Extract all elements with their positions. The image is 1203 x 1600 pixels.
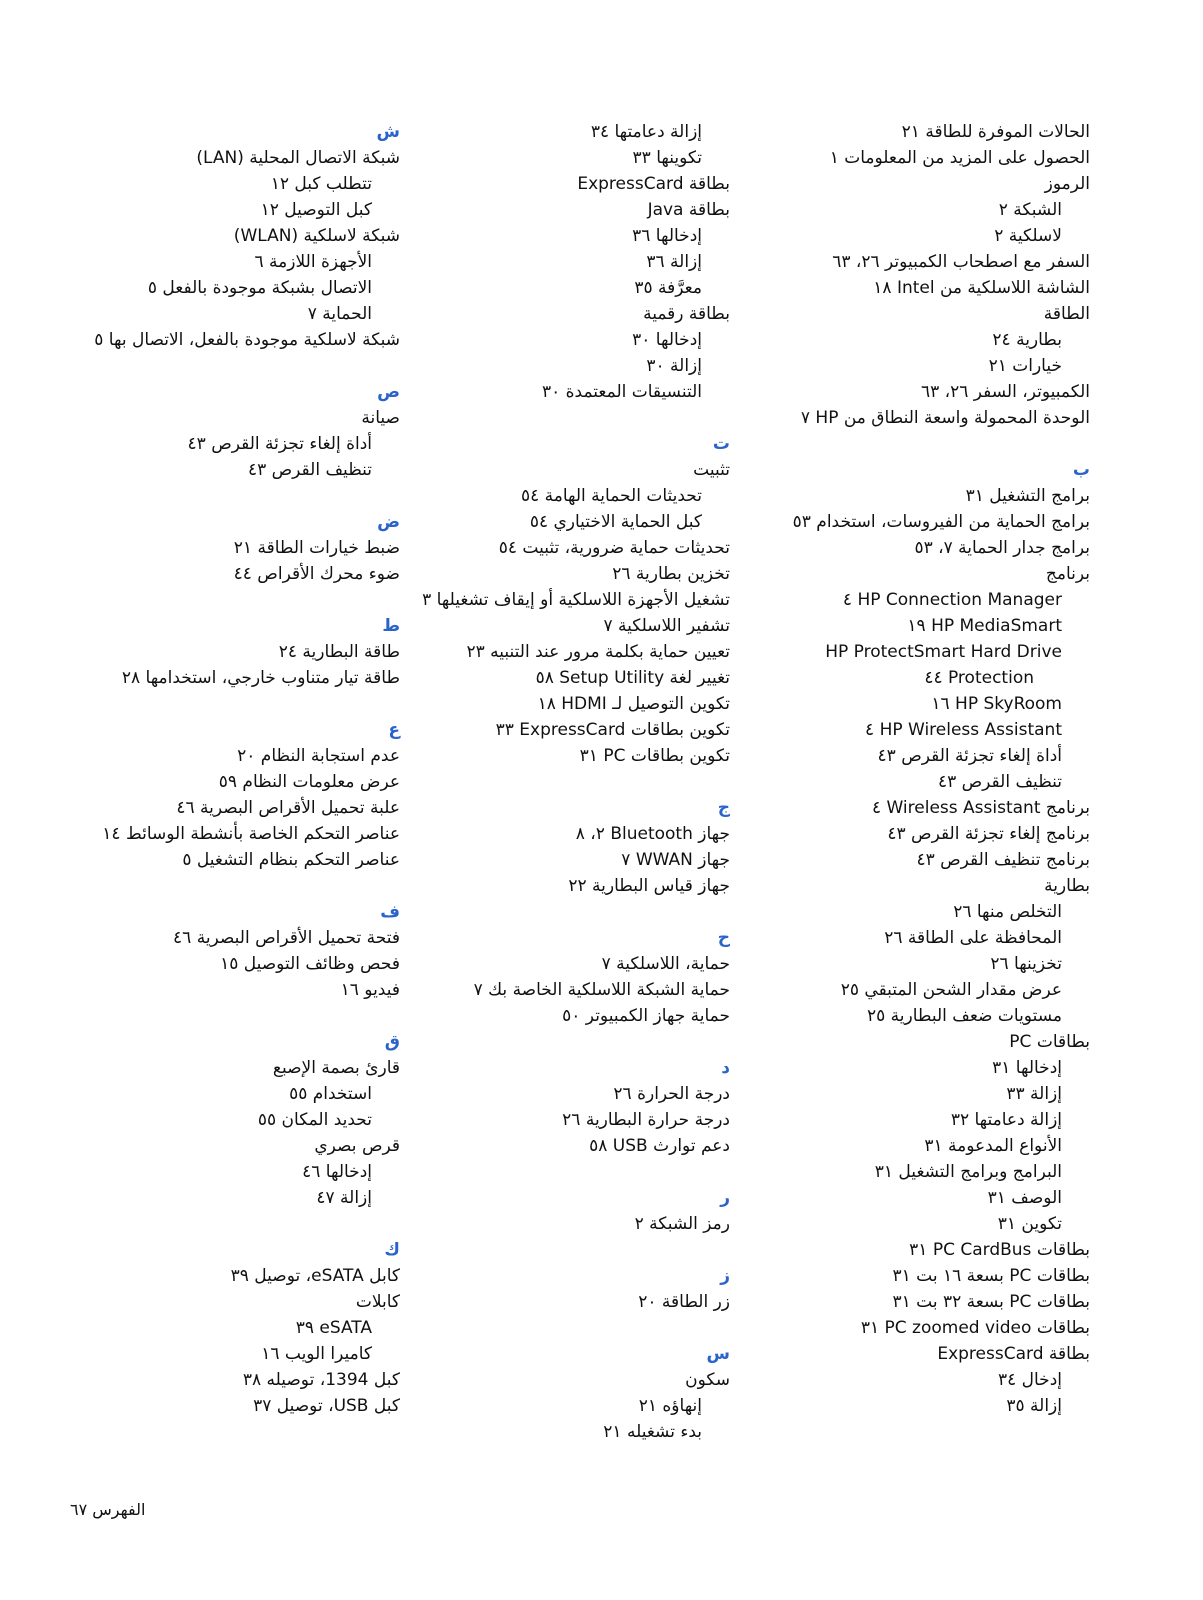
index-subentry: الشبكة ٢ (998, 200, 1062, 220)
index-entry: حماية جهاز الكمبيوتر ٥٠ (562, 1006, 730, 1026)
index-letter-heading: ت (712, 434, 730, 454)
index-letter-heading: ع (388, 720, 400, 740)
index-entry: عدم استجابة النظام ٢٠ (237, 746, 400, 766)
index-subentry: تنظيف القرص ٤٣ (247, 460, 372, 480)
index-entry: رمز الشبكة ٢ (634, 1214, 730, 1234)
index-entry: درجة حرارة البطارية ٢٦ (562, 1110, 730, 1130)
index-entry: جهاز Bluetooth ٢، ٨ (575, 824, 730, 844)
index-entry: تشفير اللاسلكية ٧ (603, 616, 730, 636)
index-letter-heading: ر (720, 1188, 730, 1208)
index-entry: الكمبيوتر، السفر ٢٦، ٦٣ (920, 382, 1090, 402)
index-entry: السفر مع اصطحاب الكمبيوتر ٢٦، ٦٣ (832, 252, 1090, 272)
index-entry: تثبيت (693, 460, 730, 480)
index-entry: حماية الشبكة اللاسلكية الخاصة بك ٧ (473, 980, 730, 1000)
index-entry: كبل USB، توصيل ٣٧ (253, 1396, 400, 1416)
index-letter-heading: ط (382, 616, 400, 636)
index-entry: بطاقة ExpressCard (937, 1344, 1090, 1364)
index-entry: تحديثات حماية ضرورية، تثبيت ٥٤ (498, 538, 730, 558)
index-subentry: المحافظة على الطاقة ٢٦ (884, 928, 1062, 948)
index-subentry: إزالة ٤٧ (316, 1188, 372, 1208)
index-entry: تشغيل الأجهزة اللاسلكية أو إيقاف تشغيلها ٣ (422, 590, 730, 610)
index-subentry: Protection ٤٤ (924, 668, 1034, 688)
index-entry: برامج جدار الحماية ٧، ٥٣ (914, 538, 1090, 558)
index-entry: الحالات الموفرة للطاقة ٢١ (901, 122, 1090, 142)
index-entry: الوحدة المحمولة واسعة النطاق من HP ٧ (800, 408, 1090, 428)
spacer (90, 1003, 400, 1029)
index-subentry: كبل التوصيل ١٢ (260, 200, 372, 220)
index-entry: برنامج Wireless Assistant ٤ (871, 798, 1090, 818)
index-entry: فيديو ١٦ (340, 980, 400, 1000)
spacer (420, 1159, 730, 1185)
index-entry: جهاز WWAN ٧ (621, 850, 730, 870)
index-entry: بطاقات PC بسعة ٣٢ بت ٣١ (892, 1292, 1090, 1312)
index-subentry: إدخالها ٣٠ (632, 330, 702, 350)
index-subentry: إزالة دعامتها ٣٤ (590, 122, 702, 142)
spacer (90, 691, 400, 717)
index-subentry: HP SkyRoom ١٦ (931, 694, 1062, 714)
spacer (420, 1029, 730, 1055)
index-subentry: إنهاؤه ٢١ (638, 1396, 702, 1416)
index-subentry: الأجهزة اللازمة ٦ (254, 252, 372, 272)
index-subentry: HP Connection Manager ٤ (842, 590, 1062, 610)
index-entry: ضوء محرك الأقراص ٤٤ (233, 564, 400, 584)
index-entry: تعيين حماية بكلمة مرور عند التنبيه ٢٣ (466, 642, 730, 662)
index-subentry: إزالة ٣٦ (646, 252, 702, 272)
index-subentry: تكوينها ٣٣ (632, 148, 702, 168)
index-entry: صيانة (361, 408, 400, 428)
index-entry: قارئ بصمة الإصبع (272, 1058, 400, 1078)
index-entry: تكوين التوصيل لـ HDMI ١٨ (537, 694, 730, 714)
index-entry: بطارية (1044, 876, 1090, 896)
spacer (420, 405, 730, 431)
index-subentry: كبل الحماية الاختياري ٥٤ (529, 512, 702, 532)
index-entry: بطاقات PC (1009, 1032, 1090, 1052)
index-entry: الطاقة (1043, 304, 1090, 324)
index-entry: الحصول على المزيد من المعلومات ١ (829, 148, 1090, 168)
index-entry: بطاقات PC zoomed video ٣١ (860, 1318, 1090, 1338)
index-entry: كابل eSATA، توصيل ٣٩ (230, 1266, 400, 1286)
index-subentry: الأنواع المدعومة ٣١ (924, 1136, 1062, 1156)
index-entry: درجة الحرارة ٢٦ (613, 1084, 730, 1104)
index-subentry: معرَّفة ٣٥ (634, 278, 702, 298)
index-subentry: إزالة ٣٣ (1006, 1084, 1062, 1104)
index-subentry: خيارات ٢١ (988, 356, 1062, 376)
index-letter-heading: ك (384, 1240, 400, 1260)
index-subentry: كاميرا الويب ١٦ (261, 1344, 372, 1364)
index-entry: الشاشة اللاسلكية من Intel ١٨ (873, 278, 1090, 298)
index-entry: شبكة لاسلكية موجودة بالفعل، الاتصال بها ٥ (94, 330, 400, 350)
spacer (420, 769, 730, 795)
index-letter-heading: ص (377, 382, 400, 402)
spacer (420, 899, 730, 925)
index-entry: طاقة البطارية ٢٤ (278, 642, 400, 662)
index-entry: بطاقة Java (647, 200, 730, 220)
index-subentry: استخدام ٥٥ (289, 1084, 372, 1104)
spacer (90, 483, 400, 509)
index-column-left (90, 119, 400, 1419)
index-entry: فحص وظائف التوصيل ١٥ (220, 954, 400, 974)
index-entry: طاقة تيار متناوب خارجي، استخدامها ٢٨ (121, 668, 400, 688)
index-subentry: التخلص منها ٢٦ (953, 902, 1062, 922)
index-entry: تكوين بطاقات ExpressCard ٣٣ (495, 720, 730, 740)
index-subentry: تحديثات الحماية الهامة ٥٤ (520, 486, 702, 506)
index-letter-heading: ج (717, 798, 730, 818)
index-entry: سكون (685, 1370, 730, 1390)
spacer (780, 431, 1090, 457)
spacer (90, 873, 400, 899)
index-subentry: إدخالها ٣١ (992, 1058, 1062, 1078)
spacer (90, 587, 400, 613)
index-entry: برامج التشغيل ٣١ (965, 486, 1090, 506)
index-letter-heading: ب (1072, 460, 1090, 480)
index-entry: برنامج (1045, 564, 1090, 584)
index-letter-heading: ق (384, 1032, 400, 1052)
index-entry: فتحة تحميل الأقراص البصرية ٤٦ (173, 928, 400, 948)
index-entry: بطاقة رقمية (643, 304, 730, 324)
spacer (420, 1315, 730, 1341)
index-letter-heading: ز (720, 1266, 730, 1286)
index-subentry: الوصف ٣١ (987, 1188, 1062, 1208)
index-subentry: لاسلكية ٢ (994, 226, 1062, 246)
index-entry: كبل 1394، توصيله ٣٨ (242, 1370, 400, 1390)
index-entry: برامج الحماية من الفيروسات، استخدام ٥٣ (792, 512, 1090, 532)
index-entry: شبكة لاسلكية (WLAN) (233, 226, 400, 246)
index-entry: تخزين بطارية ٢٦ (612, 564, 730, 584)
spacer (420, 1237, 730, 1263)
index-subentry: عرض مقدار الشحن المتبقي ٢٥ (840, 980, 1062, 1000)
index-subentry: التنسيقات المعتمدة ٣٠ (541, 382, 702, 402)
spacer (90, 353, 400, 379)
index-subentry: إدخال ٣٤ (997, 1370, 1062, 1390)
page-footer: الفهرس ٦٧ (70, 1500, 146, 1519)
index-subentry: بطارية ٢٤ (992, 330, 1062, 350)
index-entry: بطاقة ExpressCard (577, 174, 730, 194)
index-letter-heading: ف (380, 902, 400, 922)
index-entry: كابلات (355, 1292, 400, 1312)
index-subentry: إدخالها ٤٦ (302, 1162, 372, 1182)
index-entry: عناصر التحكم الخاصة بأنشطة الوسائط ١٤ (102, 824, 400, 844)
index-entry: جهاز قياس البطارية ٢٢ (568, 876, 730, 896)
index-entry: برنامج إلغاء تجزئة القرص ٤٣ (887, 824, 1090, 844)
index-entry: عرض معلومات النظام ٥٩ (218, 772, 400, 792)
index-letter-heading: ض (377, 512, 400, 532)
index-subentry: الحماية ٧ (307, 304, 372, 324)
index-subentry: تكوين ٣١ (997, 1214, 1062, 1234)
index-subentry: البرامج وبرامج التشغيل ٣١ (874, 1162, 1062, 1182)
index-column-middle (420, 119, 730, 1445)
index-entry: علبة تحميل الأقراص البصرية ٤٦ (176, 798, 400, 818)
index-entry: دعم توارث USB ٥٨ (589, 1136, 730, 1156)
index-subentry: الاتصال بشبكة موجودة بالفعل ٥ (147, 278, 372, 298)
index-subentry: مستويات ضعف البطارية ٢٥ (866, 1006, 1062, 1026)
index-entry: حماية، اللاسلكية ٧ (601, 954, 730, 974)
index-subentry: إزالة ٣٠ (646, 356, 702, 376)
index-letter-heading: س (706, 1344, 730, 1364)
index-subentry: أداة إلغاء تجزئة القرص ٤٣ (877, 746, 1062, 766)
index-subentry: أداة إلغاء تجزئة القرص ٤٣ (187, 434, 372, 454)
index-subentry: إزالة دعامتها ٣٢ (950, 1110, 1062, 1130)
index-entry: ضبط خيارات الطاقة ٢١ (233, 538, 400, 558)
index-column-right (780, 119, 1090, 1419)
index-entry: زر الطاقة ٢٠ (638, 1292, 730, 1312)
index-entry: عناصر التحكم بنظام التشغيل ٥ (182, 850, 400, 870)
index-entry: شبكة الاتصال المحلية (LAN) (196, 148, 400, 168)
index-subentry: eSATA ٣٩ (295, 1318, 372, 1338)
spacer (90, 1211, 400, 1237)
index-subentry: تخزينها ٢٦ (990, 954, 1062, 974)
index-letter-heading: ش (376, 122, 400, 142)
index-entry: الرموز (1044, 174, 1090, 194)
index-letter-heading: ح (717, 928, 730, 948)
index-subentry: تحديد المكان ٥٥ (257, 1110, 372, 1130)
index-entry: بطاقات PC CardBus ٣١ (909, 1240, 1090, 1260)
index-subentry: HP ProtectSmart Hard Drive (825, 642, 1062, 662)
index-entry: برنامج تنظيف القرص ٤٣ (916, 850, 1090, 870)
index-entry: بطاقات PC بسعة ١٦ بت ٣١ (892, 1266, 1090, 1286)
index-subentry: إزالة ٣٥ (1006, 1396, 1062, 1416)
index-subentry: بدء تشغيله ٢١ (603, 1422, 702, 1442)
index-letter-heading: د (721, 1058, 730, 1078)
index-subentry: HP Wireless Assistant ٤ (865, 720, 1062, 740)
index-entry: قرص بصري (314, 1136, 400, 1156)
index-subentry: تتطلب كبل ١٢ (270, 174, 372, 194)
index-entry: تغيير لغة Setup Utility ٥٨ (535, 668, 730, 688)
index-subentry: إدخالها ٣٦ (632, 226, 702, 246)
index-entry: تكوين بطاقات PC ٣١ (579, 746, 730, 766)
index-subentry: HP MediaSmart ١٩ (907, 616, 1062, 636)
index-subentry: تنظيف القرص ٤٣ (937, 772, 1062, 792)
